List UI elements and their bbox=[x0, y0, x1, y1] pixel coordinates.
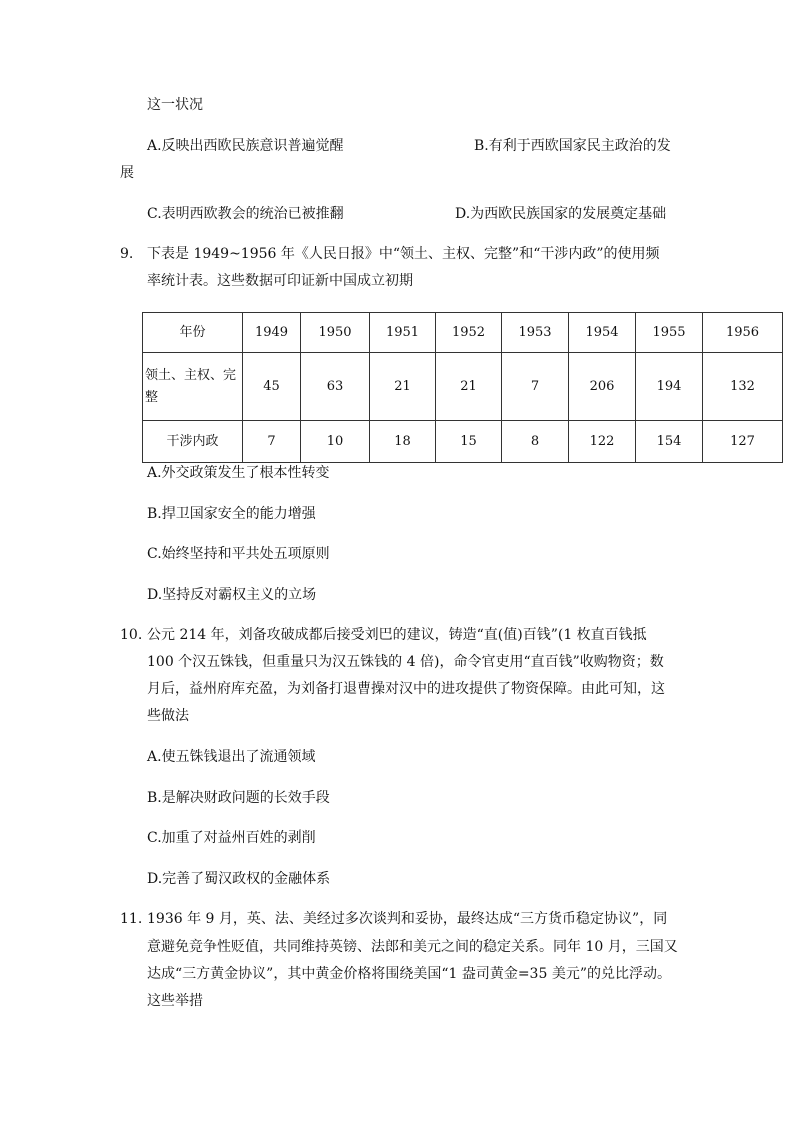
value-cell: 18 bbox=[370, 421, 436, 463]
year-cell: 1952 bbox=[436, 313, 502, 353]
q10-number: 10. bbox=[120, 627, 143, 643]
value-cell: 132 bbox=[703, 353, 783, 421]
q10-stem-line-2: 100 个汉五铢钱，但重量只为汉五铢钱的 4 倍)，命令官吏用“直百钱”收购物资；数 bbox=[147, 654, 664, 670]
row-label-interference: 干涉内政 bbox=[143, 421, 243, 463]
q8-option-d: D.为西欧民族国家的发展奠定基础 bbox=[455, 206, 667, 222]
table-row-territory bbox=[143, 353, 783, 421]
value-cell: 21 bbox=[370, 353, 436, 421]
row-label-territory bbox=[143, 353, 243, 421]
value-cell: 206 bbox=[569, 353, 636, 421]
value-cell: 15 bbox=[436, 421, 502, 463]
year-cell: 1954 bbox=[569, 313, 636, 353]
q10-option-c: C.加重了对益州百姓的剥削 bbox=[147, 830, 316, 846]
value-cell: 154 bbox=[636, 421, 703, 463]
value-cell: 194 bbox=[636, 353, 703, 421]
q8-stem-end: 这一状况 bbox=[147, 97, 203, 113]
q9-number: 9. bbox=[120, 246, 134, 262]
q11-stem-line-4: 这些举措 bbox=[147, 993, 203, 1009]
frequency-table bbox=[142, 312, 783, 463]
q11-stem-line-3: 达成“三方黄金协议”，其中黄金价格将围绕美国“1 盎司黄金=35 美元”的兑比浮动。 bbox=[147, 966, 671, 982]
q10-option-b: B.是解决财政问题的长效手段 bbox=[147, 790, 330, 806]
q10-stem-line-1: 公元 214 年，刘备攻破成都后接受刘巴的建议，铸造“直(值)百钱”(1 枚直百钱抵 bbox=[147, 627, 647, 643]
q8-option-b: B.有利于西欧国家民主政治的发 bbox=[474, 138, 671, 154]
q9-option-d: D.坚持反对霸权主义的立场 bbox=[147, 587, 317, 603]
q8-option-b-wrap: 展 bbox=[120, 165, 134, 181]
q11-number: 11. bbox=[120, 911, 143, 927]
q10-stem-line-4: 些做法 bbox=[147, 708, 189, 724]
value-cell: 8 bbox=[502, 421, 569, 463]
value-cell: 21 bbox=[436, 353, 502, 421]
q10-option-d: D.完善了蜀汉政权的金融体系 bbox=[147, 871, 331, 887]
year-cell: 1949 bbox=[243, 313, 301, 353]
year-header-cell: 年份 bbox=[143, 313, 243, 353]
q10-option-a: A.使五铢钱退出了流通领域 bbox=[147, 749, 316, 765]
q11-stem-line-1: 1936 年 9 月，英、法、美经过多次谈判和妥协，最终达成“三方货币稳定协议”，同 bbox=[147, 911, 668, 927]
value-cell: 7 bbox=[243, 421, 301, 463]
value-cell: 63 bbox=[301, 353, 370, 421]
q9-option-b: B.捍卫国家安全的能力增强 bbox=[147, 506, 316, 522]
value-cell: 7 bbox=[502, 353, 569, 421]
year-cell: 1953 bbox=[502, 313, 569, 353]
q9-option-c: C.始终坚持和平共处五项原则 bbox=[147, 546, 330, 562]
q9-stem-line-1: 下表是 1949~1956 年《人民日报》中“领土、主权、完整”和“干涉内政”的使用频 bbox=[147, 246, 660, 262]
row-label-line: 整 bbox=[145, 389, 159, 405]
table-header-row bbox=[143, 313, 783, 353]
value-cell: 127 bbox=[703, 421, 783, 463]
year-cell: 1956 bbox=[703, 313, 783, 353]
q10-stem-line-3: 月后，益州府库充盈，为刘备打退曹操对汉中的进攻提供了物资保障。由此可知，这 bbox=[147, 681, 665, 697]
row-label-line: 领土、主权、完 bbox=[145, 367, 237, 383]
value-cell: 122 bbox=[569, 421, 636, 463]
q9-option-a: A.外交政策发生了根本性转变 bbox=[147, 465, 330, 481]
q8-option-c: C.表明西欧教会的统治已被推翻 bbox=[147, 206, 344, 222]
q9-stem-line-2: 率统计表。这些数据可印证新中国成立初期 bbox=[147, 273, 413, 289]
year-cell: 1955 bbox=[636, 313, 703, 353]
value-cell: 45 bbox=[243, 353, 301, 421]
q11-stem-line-2: 意避免竞争性贬值，共同维持英镑、法郎和美元之间的稳定关系。同年 10 月，三国又 bbox=[147, 939, 678, 955]
table-row-interference bbox=[143, 421, 783, 463]
year-cell: 1950 bbox=[301, 313, 370, 353]
value-cell: 10 bbox=[301, 421, 370, 463]
year-cell: 1951 bbox=[370, 313, 436, 353]
q8-option-a: A.反映出西欧民族意识普遍觉醒 bbox=[147, 138, 344, 154]
